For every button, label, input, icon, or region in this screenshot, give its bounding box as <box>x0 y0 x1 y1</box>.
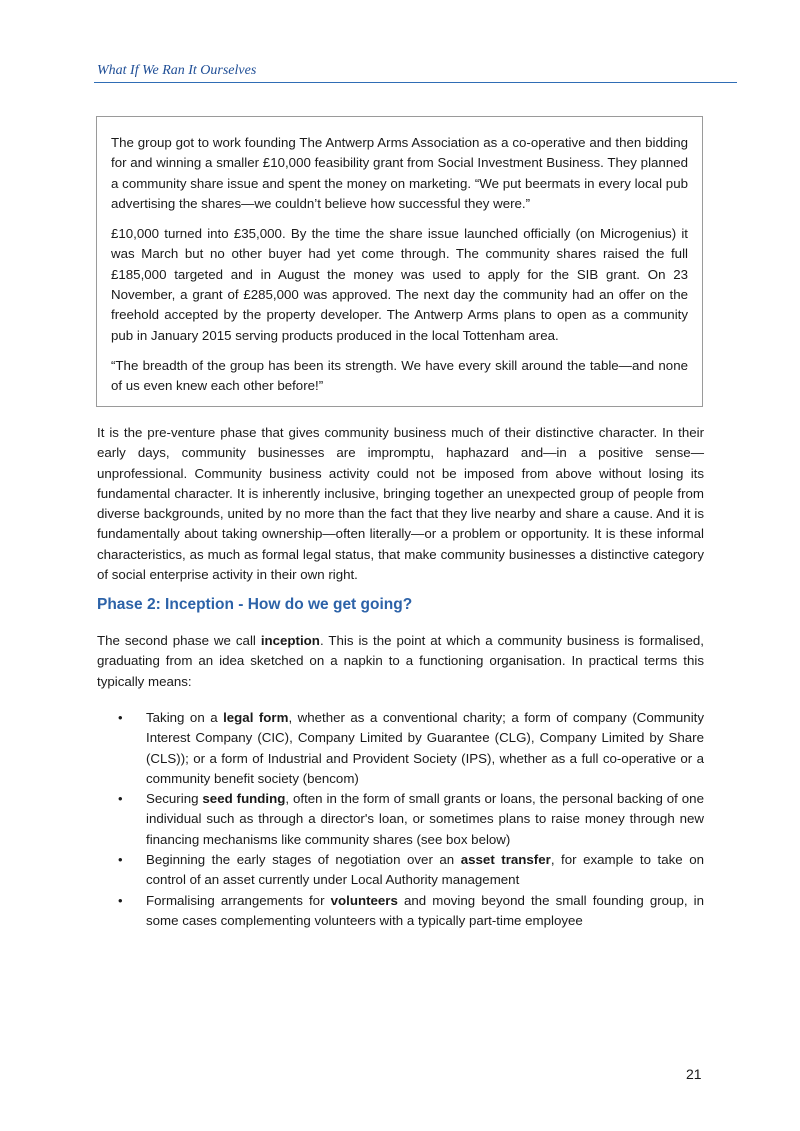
inception-term: inception <box>260 633 320 648</box>
case-paragraph: £10,000 turned into £35,000. By the time the share issue launched officially (on Microgenius) it was March but no other buyer had yet come through. The community shares raised the full £185,000 targeted and in August the money was used to apply for the SIB grant. On 23 November, a grant of £285,000 was approved. The next day the community had an offer on the freehold accepted by the property developer. The Antwerp Arms plans to open as a community pub in January 2015 serving products produced in the local Tottenham area. <box>111 226 688 343</box>
section-heading: Phase 2: Inception - How do we get going? <box>97 596 413 613</box>
case-quote: “The breadth of the group has been its strength. We have every skill around the table—and none of us even knew each other before!” <box>111 357 688 394</box>
page-number: 21 <box>686 1066 702 1082</box>
header-rule <box>94 82 737 83</box>
bullet-icon: • <box>118 710 123 725</box>
running-header: What If We Ran It Ourselves <box>97 63 257 78</box>
list-item: • Taking on a legal form, whether as a conventional charity; a form of company (Community Interest Company (CIC), Company Limited by Guarantee (CLG), Company Limited by Share (CLS)); or a form of Industrial and Provident Society (IPS), whether as a full co-operative or a community benefit society (bencom) <box>118 710 704 786</box>
bullet-icon: • <box>118 852 123 868</box>
list-item: • Beginning the early stages of negotiation over an asset transfer, for example to take on control of an asset currently under Local Authority management <box>118 852 704 888</box>
case-paragraph: The group got to work founding The Antwerp Arms Association as a co-operative and then bidding for and winning a smaller £10,000 feasibility grant from Social Investment Business. They planned a community share issue and spent the money on marketing. “We put beermats in every local pub advertising the shares—we couldn’t believe how successful they were.” <box>111 135 688 211</box>
body-paragraph: It is the pre-venture phase that gives community business much of their distinctive character. In their early days, community businesses are impromptu, haphazard and—in a positive sense—unprofessional. Community business activity could not be imposed from above without losing its fundamental character. It is inherently inclusive, bringing together an unexpected group of people from diverse backgrounds, united by no more than the fact that they live nearby and share a cause. And it is fundamentally about taking ownership—often literally—or a problem or opportunity. It is these informal characteristics, as much as formal legal status, that make community businesses a distinctive category of social enterprise activity in their own right. <box>97 425 704 583</box>
bullet-icon: • <box>118 892 123 908</box>
case-study-box <box>96 116 703 407</box>
list-item: • Formalising arrangements for volunteers and moving beyond the small founding group, in some cases complementing volunteers with a typically part-time employee <box>118 892 705 928</box>
bullet-list <box>97 708 704 931</box>
list-item: • Securing seed funding, often in the form of small grants or loans, the personal backing of one individual such as through a director's loan, or sometimes plans to raise money through new financing mechanisms like community shares (see box below) <box>118 791 704 847</box>
body-paragraph: The second phase we call inception. This is the point at which a community business is formalised, graduating from an idea sketched on a napkin to a functioning organisation. In practical terms this typically means: <box>97 633 704 689</box>
bullet-icon: • <box>118 791 123 807</box>
